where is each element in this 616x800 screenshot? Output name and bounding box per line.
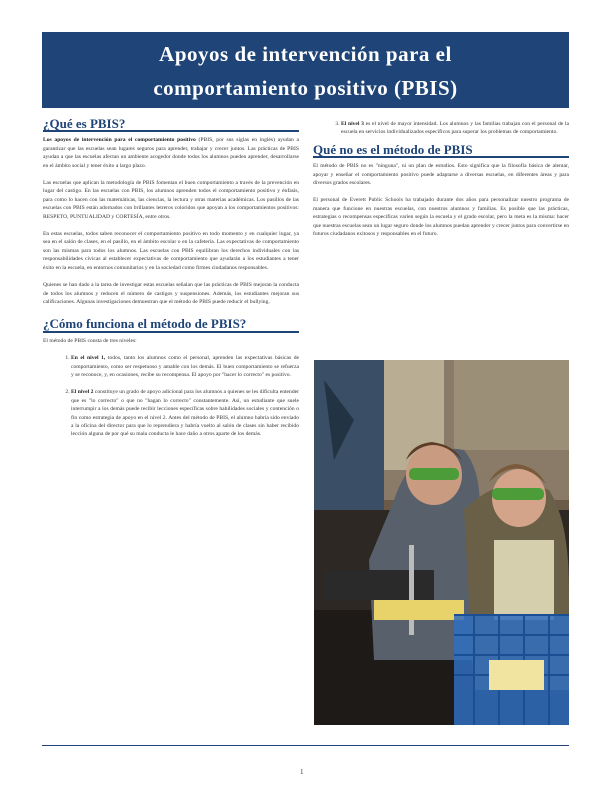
- list-item-level-3: [341, 120, 569, 137]
- footer-divider: [42, 745, 569, 746]
- students-lab-photo: [314, 360, 569, 725]
- title-line-1: Apoyos de intervención para el: [159, 42, 452, 66]
- list-item-level-2: [71, 388, 299, 438]
- title-line-2: comportamiento positivo (PBIS): [153, 76, 458, 100]
- level-2-text: constituye un grado de apoyo adicional para los alumnos a quienes se les dificulta entender que es "lo correcto" o que no "hagan lo correcto" constantemente. Así, un estudiante que suele interrumpir a los demás puede recibir lecciones específicas sobre habilidades sociales y contención o fin como estrategia de apoyo en el nivel 2. Antes del método de PBIS, el alumno habría sido enviado a la oficina del director para que lo reprendiera y habría vuelto al salón de clases sin haber recibido lección alguna de por qué su mala conducta le hace daño a otros aparte de los demás.: [71, 389, 299, 438]
- heading-what-is-pbis: ¿Qué es PBIS?: [43, 120, 299, 132]
- paragraph-7: El personal de Everett Public Schools ha trabajado durante dos años para personalizar nuestro programa de manera que funcione en nuestras escuelas, con nuestros alumnos y familias. Es posible que las prácticas, estrategias o recompensas específicas varíen según la escuela y el grado escolar, pero la meta es la misma: hacer que nuestras escuelas sean un lugar seguro donde los alumnos puedan aprender y crecer juntos para convertirse en futuros ciudadanos exitosos y responsables en el futuro.: [313, 197, 569, 238]
- level-3-text: es el nivel de mayor intensidad. Los alumnos y las familias trabajan con el personal de la escuela en servicios individualizados específicos para superar los problemas de comportamiento.: [341, 121, 569, 136]
- paragraph-2: Las escuelas que aplican la metodología de PBIS fomentan el buen comportamiento a través de la prevención en lugar del castigo. En las escuelas con PBIS, los alumnos aprenden todos el comportamiento positivo y énfasis, para como lo hacen con las matemáticas, las ciencias, la lectura y otras materias académicas. Los pasillos de las escuelas con PBIS están adornados con brillantes letreros coloridos que apoyan a los comportamientos positivos: RESPETO, PUNTUALIDAD y CORTESÍA, entre otros.: [43, 180, 299, 220]
- levels-list-continued: [313, 120, 569, 137]
- page-number: 1: [300, 768, 304, 776]
- heading-how-it-works: ¿Cómo funciona el método de PBIS?: [43, 320, 299, 332]
- level-2-label: El nivel 2: [71, 389, 94, 396]
- paragraph-4: Quienes se han dado a la tarea de investigar estas escuelas señalan que las prácticas de PBIS mejoran la conducta de todos los alumnos y reducen el número de castigos y suspensiones. Además, los estudiantes mejoran sus calificaciones. Algunas investigaciones demuestran que el método de PBIS puede reducir el bullying.: [43, 282, 299, 305]
- paragraph-levels-intro: El método de PBIS consta de tres niveles:: [43, 337, 137, 344]
- paragraph-6: El método de PBIS no es "ninguna", ni un plan de estudios. Esto significa que la filosofía básica de alentar, apoyar y enseñar el comportamiento positivo puede adaptarse a diversas escuelas, en diferentes áreas y para diversos grados escolares.: [313, 163, 569, 187]
- list-item-level-1: [71, 354, 299, 379]
- paragraph-3: En estas escuelas, todos saben reconocer el comportamiento positivo en todo momento y en cualquier lugar, ya sea en el salón de clases, en el pasillo, en el ámbito escolar o en la cafetería. Las expectativas de comportamiento son las mismas para todos los alumnos. Las escuelas con PBIS equilibran los derechos individuales con las responsabilidades cívicas al establecer expectativas de comportamiento que ayudarán a los estudiantes a tener éxito en la escuela, en entornos comunitarios y en la sociedad como firmes ciudadanos responsables.: [43, 231, 299, 271]
- level-3-label: El nivel 3: [341, 121, 364, 127]
- right-column: [313, 120, 569, 247]
- levels-list: [43, 354, 299, 439]
- level-1-label: En el nivel 1,: [71, 355, 106, 362]
- intro-bold: Los apoyos de intervención para el comportamiento positivo: [43, 137, 196, 144]
- paragraph-intro: [43, 136, 299, 170]
- title-banner: [42, 32, 569, 108]
- left-column: [43, 116, 299, 448]
- photo-illustration: [314, 360, 569, 725]
- heading-what-pbis-is-not: Qué no es el método de PBIS: [313, 146, 569, 158]
- intro-text: (PBIS, por sus siglas en inglés) ayudan a garantizar que las escuelas sean lugares seguros para aprender, trabajar y crecer juntos. Las prácticas de PBIS ayudan a que las escuelas afectan un ambiente acogedor donde todos los alumnos pueden aprender, desarrollarse en el ámbito social y tener éxito a largo plazo.: [43, 137, 299, 169]
- level-1-text: todos, tanto los alumnos como el personal, aprenden las expectativas básicas de comportamiento, como ser respetuoso y amable con los demás. El buen comportamiento se refuerza y se reconoce, y, en ocasiones, recibe su recompensa. El apoyo por "hacer lo correcto" es positivo.: [71, 355, 299, 378]
